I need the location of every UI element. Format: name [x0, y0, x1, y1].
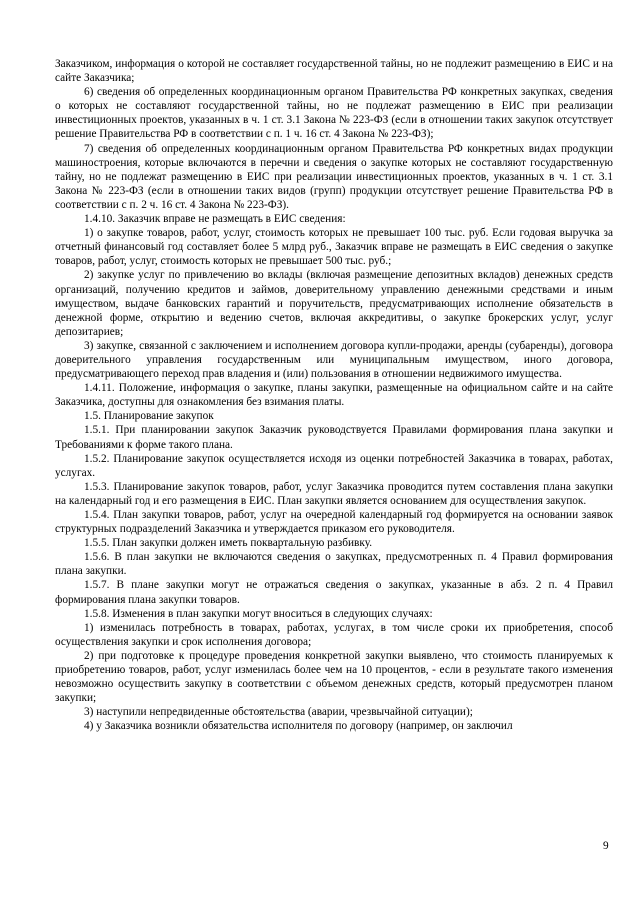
paragraph: 1.5.8. Изменения в план закупки могут вноситься в следующих случаях: [84, 607, 433, 620]
paragraph: 1) изменилась потребность в товарах, работах, услугах, в том числе сроки их приобретения, способ осуществления закупки и срок исполнения договора; [55, 621, 613, 648]
paragraph: Заказчиком, информация о которой не составляет государственной тайны, но не подлежит размещению в ЕИС и на сайте Заказчика; [55, 58, 613, 85]
page-number: 9 [603, 840, 609, 852]
paragraph: 1.4.11. Положение, информация о закупке, планы закупки, размещенные на официальном сайте и на сайте Заказчика, доступны для ознакомления без взимания платы. [55, 382, 613, 409]
paragraph: 6) сведения об определенных координационным органом Правительства РФ конкретных закупках, сведения о которых не составляют государственной тайны, но не подлежат размещению в ЕИС при реализации инвестиционных проектов, указанных в ч. 1 ст. 3.1 Закона № 223-ФЗ (если в отношении таких закупок отсутствует решение Правительства РФ в соответствии с п. 1 ч. 16 ст. 4 Закона № 223-ФЗ); [55, 86, 613, 141]
section-heading: 1.4.10. Заказчик вправе не размещать в ЕИС сведения: [84, 213, 346, 226]
paragraph: 3) закупке, связанной с заключением и исполнением договора купли-продажи, аренды (субаренды), договора доверительного управления государственным или муниципальным имуществом, иного договора, предусматривающего переход прав владения и (или) пользования в отношении недвижимого имущества. [55, 339, 613, 381]
paragraph: 7) сведения об определенных координационным органом Правительства РФ конкретных видах продукции машиностроения, которые включаются в перечни и сведения о закупке которых не составляют государственную тайну, но не подлежат размещению в ЕИС при реализации инвестиционных проектов, указанных в ч. 1 ст. 3.1 Закона № 223-ФЗ (если в отношении таких видов (групп) продукции отсутствует решение Правительства РФ в соответствии с п. 2 ч. 16 ст. 4 Закона № 223-ФЗ). [55, 142, 613, 211]
paragraph: 1.5.5. План закупки должен иметь поквартальную разбивку. [84, 537, 373, 550]
section-heading: 1.5. Планирование закупок [84, 410, 214, 423]
paragraph: 4) у Заказчика возникли обязательства исполнителя по договору (например, он заключил [84, 720, 513, 733]
paragraph: 1.5.4. План закупки товаров, работ, услуг на очередной календарный год формируется на основании заявок структурных подразделений Заказчика и утверждается приказом его руководителя. [55, 509, 613, 536]
paragraph: 1.5.6. В план закупки не включаются сведения о закупках, предусмотренных п. 4 Правил формирования плана закупки. [55, 551, 613, 578]
paragraph: 1.5.1. При планировании закупок Заказчик руководствуется Правилами формирования плана закупки и Требованиями к форме такого плана. [55, 424, 613, 451]
paragraph: 1) о закупке товаров, работ, услуг, стоимость которых не превышает 100 тыс. руб. Если годовая выручка за отчетный финансовый год составляет более 5 млрд руб., Заказчик вправе не размещать в ЕИС сведения о закупке товаров, работ, услуг, стоимость которых не превышает 500 тыс. руб.; [55, 227, 613, 268]
paragraph: 1.5.7. В плане закупки могут не отражаться сведения о закупках, указанные в абз. 2 п. 4 Правил формирования плана закупки товаров. [55, 579, 613, 606]
paragraph: 2) при подготовке к процедуре проведения конкретной закупки выявлено, что стоимость планируемых к приобретению товаров, работ, услуг изменилась более чем на 10 процентов, - если в результате такого изменения невозможно осуществить закупку в соответствии с объемом денежных средств, который предусмотрен планом закупки; [55, 649, 613, 705]
paragraph: 1.5.2. Планирование закупок осуществляется исходя из оценки потребностей Заказчика в товарах, работах, услугах. [55, 452, 613, 479]
paragraph: 3) наступили непредвиденные обстоятельства (аварии, чрезвычайной ситуации); [84, 706, 473, 719]
paragraph: 2) закупке услуг по привлечению во вклады (включая размещение депозитных вкладов) денежных средств организаций, получению кредитов и займов, доверительному управлению денежными средствами и иным имуществом, выдаче банковских гарантий и поручительств, предусматривающих исполнение обязательств в денежной форме, открытию и ведению счетов, включая аккредитивы, о закупке брокерских услуг, услуг депозитариев; [55, 269, 613, 338]
paragraph: 1.5.3. Планирование закупок товаров, работ, услуг Заказчика проводится путем составления плана закупки на календарный год и его размещения в ЕИС. План закупки является основанием для осуществления закупок. [55, 480, 613, 507]
